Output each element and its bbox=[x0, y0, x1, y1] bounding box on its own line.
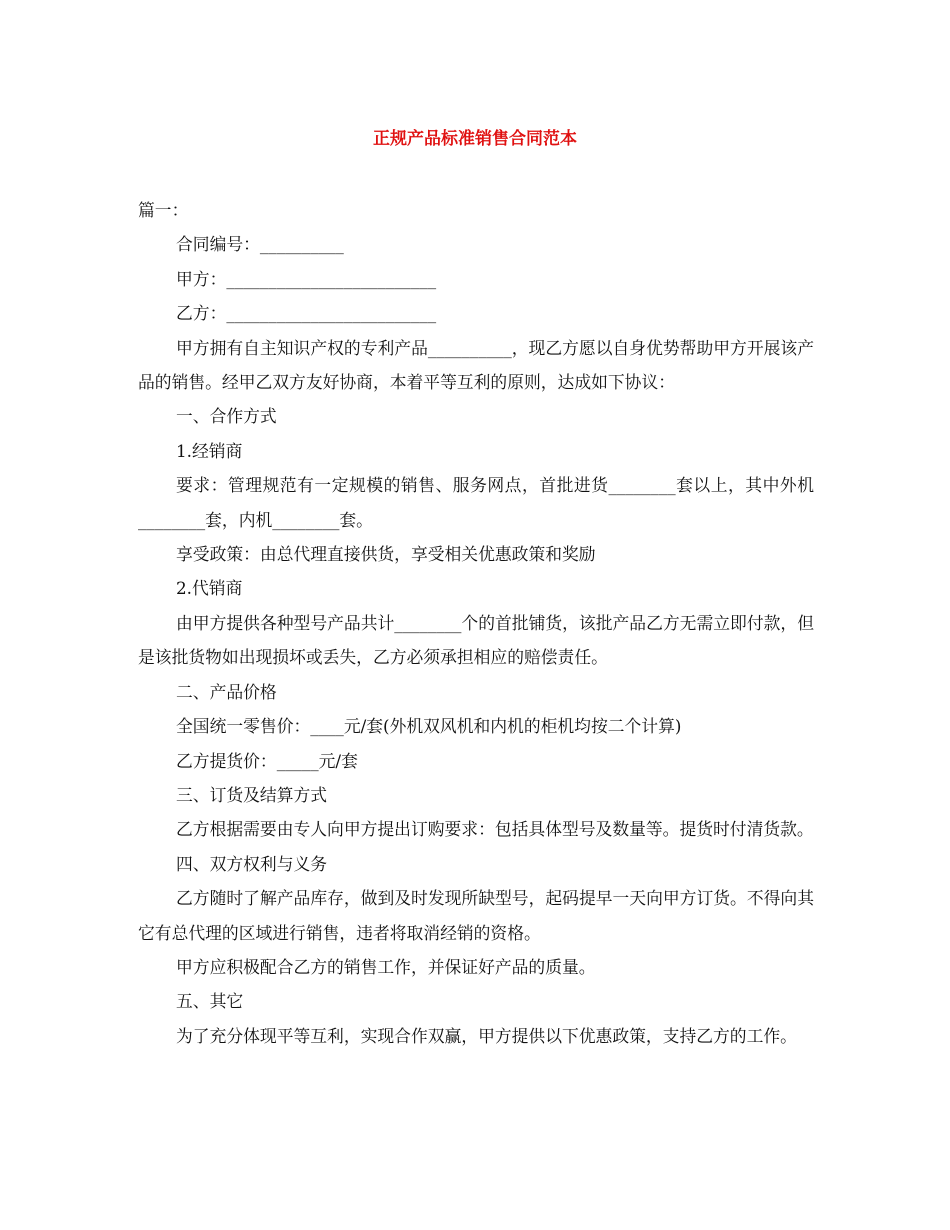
section-4-heading: 四、双方权利与义务 bbox=[176, 853, 328, 874]
section-3-heading: 三、订货及结算方式 bbox=[176, 784, 328, 805]
section-5-heading: 五、其它 bbox=[176, 991, 244, 1012]
section-2-heading: 二、产品价格 bbox=[176, 681, 277, 702]
section-1-heading: 一、合作方式 bbox=[176, 406, 277, 427]
pickup-price-line: 乙方提货价：_____元/套 bbox=[176, 750, 358, 771]
retail-price-line: 全国统一零售价：____元/套(外机双风机和内机的柜机均按二个计算) bbox=[176, 716, 682, 737]
rights-paragraph-2: 甲方应积极配合乙方的销售工作，并保证好产品的质量。 bbox=[176, 956, 596, 977]
dealer-policy-line: 享受政策：由总代理直接供货，享受相关优惠政策和奖励 bbox=[176, 544, 596, 565]
rights-paragraph-1: 乙方随时了解产品库存，做到及时发现所缺型号，起码提早一天向甲方订货。不得向其它有总代理的区域进行销售，违者将取消经销的资格。 bbox=[138, 888, 814, 943]
section-1-2-heading: 2.代销商 bbox=[176, 578, 243, 599]
intro-paragraph: 甲方拥有自主知识产权的专利产品__________，现乙方愿以自身优势帮助甲方开展该产品的销售。经甲乙双方友好协商，本着平等互利的原则，达成如下协议： bbox=[138, 337, 814, 393]
agent-paragraph: 由甲方提供各种型号产品共计________个的首批铺货，该批产品乙方无需立即付款，但是该批货物如出现损坏或丢失，乙方必须承担相应的赔偿责任。 bbox=[138, 612, 814, 668]
party-b-line: 乙方：_________________________ bbox=[176, 303, 437, 324]
document-title: 正规产品标准销售合同范本 bbox=[373, 129, 577, 149]
ordering-paragraph: 乙方根据需要由专人向甲方提出订购要求：包括具体型号及数量等。提货时付清货款。 bbox=[176, 819, 814, 840]
contract-number-line: 合同编号：__________ bbox=[176, 234, 344, 255]
dealer-requirement-paragraph: 要求：管理规范有一定规模的销售、服务网点，首批进货________套以上，其中外机________套，内机________套。 bbox=[138, 475, 814, 530]
part-label: 篇一： bbox=[138, 200, 189, 220]
other-paragraph: 为了充分体现平等互利，实现合作双赢，甲方提供以下优惠政策，支持乙方的工作。 bbox=[176, 1025, 797, 1046]
section-1-1-heading: 1.经销商 bbox=[176, 440, 243, 461]
document-body bbox=[138, 193, 814, 1053]
party-a-line: 甲方：_________________________ bbox=[176, 268, 437, 289]
